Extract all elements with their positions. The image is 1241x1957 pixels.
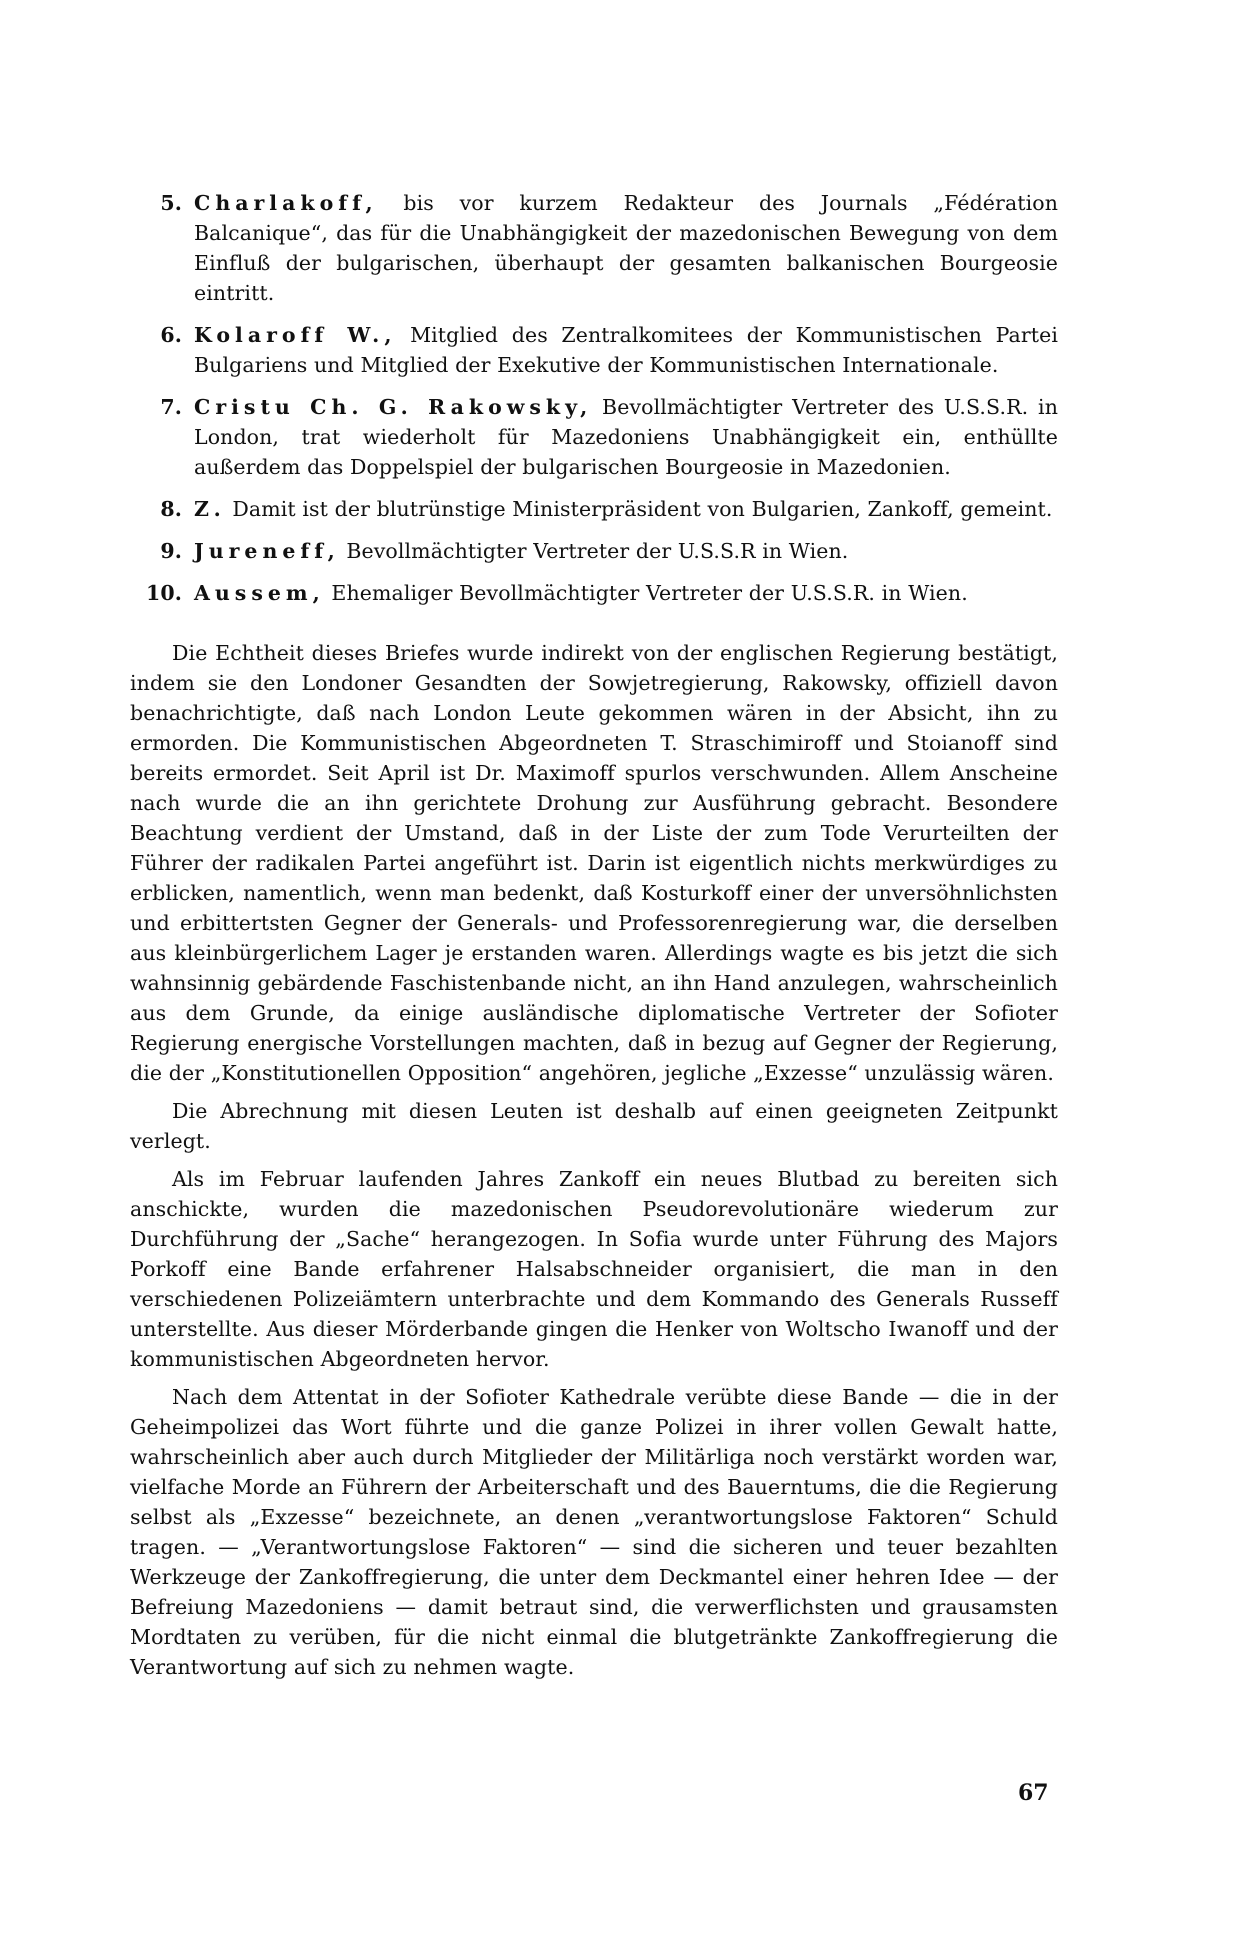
list-item-name: Z. <box>194 497 226 521</box>
paragraph: Als im Februar laufenden Jahres Zankoff ein neues Blutbad zu bereiten sich anschickte, wurden die mazedonischen Pseudorevolutionäre wiederum zur Durchführung der „Sache“ herangezogen. In Sofia wurde unter Führung des Majors Porkoff eine Bande erfahrener Halsabschneider organisiert, die man in den verschiedenen Polizeiämtern unterbrachte und dem Kommando des Generals Russeff unterstellte. Aus dieser Mörderbande gingen die Henker von Woltscho Iwanoff und der kommunistischen Abgeordneten hervor. <box>130 1167 1058 1371</box>
list-item-name: Aussem, <box>194 581 325 605</box>
list-item-number: 8. <box>160 497 182 521</box>
list-item-text: Bevollmächtigter Vertreter des U.S.S.R. in London, trat wiederholt für Mazedoniens Unabhängigkeit ein, enthüllte außerdem das Doppelspiel der bulgarischen Bourgeosie in Mazedonien. <box>194 395 1058 479</box>
list-item <box>130 578 1058 608</box>
list-item-text: bis vor kurzem Redakteur des Journals „Fédération Balcanique“, das für die Unabhängigkeit der mazedonischen Bewegung von dem Einfluß der bulgarischen, überhaupt der gesamten balkanischen Bourgeosie eintritt. <box>194 191 1059 305</box>
list-item-number: 7. <box>160 395 182 419</box>
page-content <box>130 188 1058 1690</box>
list-item-name: Jureneff, <box>194 539 340 563</box>
page-number: 67 <box>1018 1780 1049 1806</box>
paragraph: Die Abrechnung mit diesen Leuten ist deshalb auf einen geeigneten Zeitpunkt verlegt. <box>130 1099 1058 1153</box>
footnote-list <box>130 188 1058 608</box>
list-item-text: Ehemaliger Bevollmächtigter Vertreter der U.S.S.R. in Wien. <box>331 581 968 605</box>
list-item-number: 9. <box>160 539 182 563</box>
list-item-name: Kolaroff W., <box>194 323 397 347</box>
body-text <box>130 638 1058 1682</box>
list-item-text: Bevollmächtigter Vertreter der U.S.S.R in Wien. <box>346 539 849 563</box>
list-item <box>130 320 1058 380</box>
list-item <box>130 188 1058 308</box>
list-item-name: Cristu Ch. G. Rakowsky, <box>194 395 593 419</box>
paragraph: Die Echtheit dieses Briefes wurde indirekt von der englischen Regierung bestätigt, indem sie den Londoner Gesandten der Sowjetregierung, Rakowsky, offiziell davon benachrichtigte, daß nach London Leute gekommen wären in der Absicht, ihn zu ermorden. Die Kommunistischen Abgeordneten T. Straschimiroff und Stoianoff sind bereits ermordet. Seit April ist Dr. Maximoff spurlos verschwunden. Allem Anscheine nach wurde die an ihn gerichtete Drohung zur Ausführung gebracht. Besondere Beachtung verdient der Umstand, daß in der Liste der zum Tode Verurteilten der Führer der radikalen Partei angeführt ist. Darin ist eigentlich nichts merkwürdiges zu erblicken, namentlich, wenn man bedenkt, daß Kosturkoff einer der unversöhnlichsten und erbittertsten Gegner der Generals- und Professorenregierung war, die derselben aus kleinbürgerlichem Lager je erstanden waren. Allerdings wagte es bis jetzt die sich wahnsinnig gebärdende Faschistenbande nicht, an ihn Hand anzulegen, wahrscheinlich aus dem Grunde, da einige ausländische diplomatische Vertreter der Sofioter Regierung energische Vorstellungen machten, daß in bezug auf Gegner der Regierung, die der „Konstitutionellen Opposition“ angehören, jegliche „Exzesse“ unzulässig wären. <box>130 641 1058 1085</box>
list-item-text: Damit ist der blutrünstige Ministerpräsident von Bulgarien, Zankoff, gemeint. <box>232 497 1053 521</box>
list-item <box>130 392 1058 482</box>
list-item-number: 10. <box>146 581 182 605</box>
list-item-number: 5. <box>160 191 182 215</box>
paragraph: Nach dem Attentat in der Sofioter Kathedrale verübte diese Bande — die in der Geheimpolizei das Wort führte und die ganze Polizei in ihrer vollen Gewalt hatte, wahrscheinlich aber auch durch Mitglieder der Militärliga noch verstärkt worden war, vielfache Morde an Führern der Arbeiterschaft und des Bauerntums, die die Regierung selbst als „Exzesse“ bezeichnete, an denen „verantwortungslose Faktoren“ Schuld tragen. — „Verantwortungslose Faktoren“ — sind die sicheren und teuer bezahlten Werkzeuge der Zankoffregierung, die unter dem Deckmantel einer hehren Idee — der Befreiung Mazedoniens — damit betraut sind, die verwerflichsten und grausamsten Mordtaten zu verüben, für die nicht einmal die blutgetränkte Zankoffregierung die Verantwortung auf sich zu nehmen wagte. <box>130 1385 1058 1679</box>
list-item-number: 6. <box>160 323 182 347</box>
list-item <box>130 536 1058 566</box>
list-item-text: Mitglied des Zentralkomitees der Kommunistischen Partei Bulgariens und Mitglied der Exekutive der Kommunistischen Internationale. <box>194 323 1058 377</box>
list-item-name: Charlakoff, <box>194 191 378 215</box>
list-item <box>130 494 1058 524</box>
